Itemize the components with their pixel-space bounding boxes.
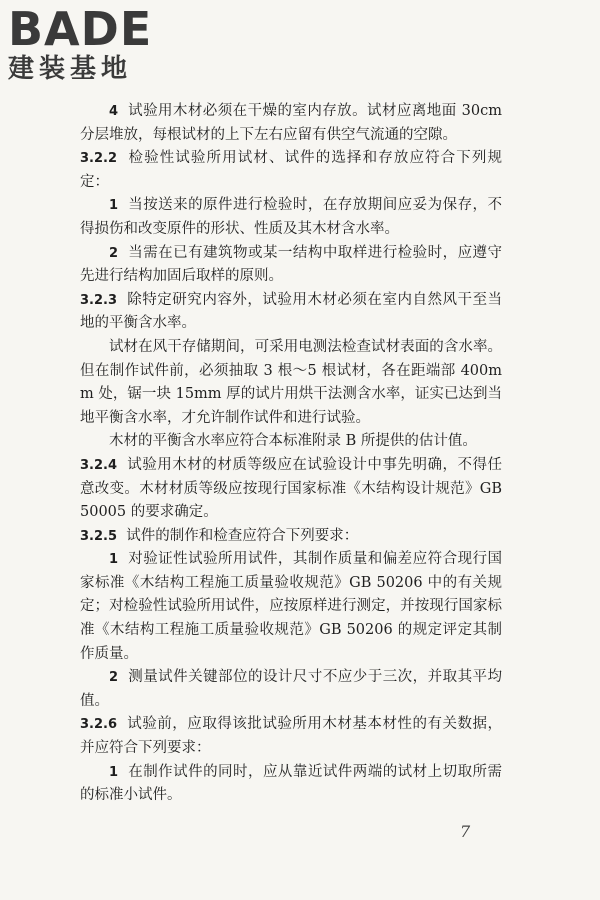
section-number: 3.2.3 bbox=[80, 292, 118, 308]
document-body bbox=[80, 100, 502, 808]
paragraph-plain bbox=[80, 336, 502, 430]
paragraph-text: 试件的制作和检查应符合下列要求： bbox=[126, 527, 359, 544]
section-number: 3.2.6 bbox=[80, 717, 118, 733]
section-number: 3.2.5 bbox=[80, 528, 118, 544]
paragraph-text: 试材在风干存储期间，可采用电测法检查试材表面的含水率。但在制作试件前，必须抽取 3 根～5 根试材，各在距端部 400mm 处，锯一块 15mm 厚的试片用烘干法测含水率，证实已达到当地平衡含水率，才允许制作试件和进行试验。 bbox=[80, 338, 502, 426]
section-3-2-4 bbox=[80, 454, 502, 525]
item-number: 2 bbox=[109, 670, 119, 686]
paragraph-text: 对验证性试验所用试件，其制作质量和偏差应符合现行国家标准《木结构工程施工质量验收规范》GB 50206 中的有关规定；对检验性试验所用试件，应按原样进行测定，并按现行国家标准《木结构工程施工质量验收规范》GB 50206 的规定评定其制作质量。 bbox=[80, 551, 503, 662]
paragraph-text: 测量试件关键部位的设计尺寸不应少于三次，并取其平均值。 bbox=[80, 669, 503, 709]
section-3-2-3 bbox=[80, 289, 502, 336]
section-3-2-6 bbox=[80, 713, 502, 760]
item-number: 2 bbox=[109, 245, 119, 261]
bade-logo bbox=[8, 2, 188, 84]
paragraph-text: 木材的平衡含水率应符合本标准附录 B 所提供的估计值。 bbox=[109, 433, 477, 450]
paragraph-text: 当需在已有建筑物或某一结构中取样进行检验时，应遵守先进行结构加固后取样的原则。 bbox=[80, 244, 503, 285]
item-number: 4 bbox=[109, 104, 119, 119]
item-number: 1 bbox=[109, 198, 119, 214]
section-number: 3.2.2 bbox=[80, 151, 118, 167]
paragraph-item-2 bbox=[80, 242, 502, 289]
paragraph-item-1 bbox=[80, 761, 502, 808]
paragraph-item-1 bbox=[80, 194, 502, 241]
paragraph-text: 试验前，应取得该批试验所用木材基本材性的有关数据，并应符合下列要求： bbox=[80, 716, 503, 757]
paragraph-text: 当按送来的原件进行检验时，在存放期间应妥为保存，不得损伤和改变原件的形状、性质及其木材含水率。 bbox=[80, 197, 503, 237]
page-number: 7 bbox=[460, 822, 471, 841]
paragraph-text: 检验性试验所用试材、试件的选择和存放应符合下列规定： bbox=[80, 150, 503, 190]
paragraph-item-4 bbox=[80, 100, 502, 147]
section-3-2-2 bbox=[80, 147, 502, 194]
section-3-2-5 bbox=[80, 525, 502, 549]
paragraph-text: 除特定研究内容外，试验用木材必须在室内自然风干至当地的平衡含水率。 bbox=[80, 291, 503, 332]
section-number: 3.2.4 bbox=[80, 457, 118, 473]
paragraph-item-2 bbox=[80, 666, 502, 713]
paragraph-item-1 bbox=[80, 548, 502, 666]
item-number: 1 bbox=[109, 764, 119, 780]
item-number: 1 bbox=[109, 552, 119, 568]
paragraph-text: 在制作试件的同时，应从靠近试件两端的试材上切取所需的标准小试件。 bbox=[80, 763, 503, 804]
logo-subtitle: 建装基地 bbox=[8, 54, 133, 84]
paragraph-text: 试验用木材必须在干燥的室内存放。试材应离地面 30cm 分层堆放，每根试材的上下左右应留有供空气流通的空隙。 bbox=[80, 103, 503, 143]
logo-wordmark: BADE bbox=[8, 2, 153, 56]
paragraph-plain bbox=[80, 430, 502, 454]
paragraph-text: 试验用木材的材质等级应在试验设计中事先明确，不得任意改变。木材材质等级应按现行国家标准《木结构设计规范》GB 50005 的要求确定。 bbox=[80, 456, 503, 521]
